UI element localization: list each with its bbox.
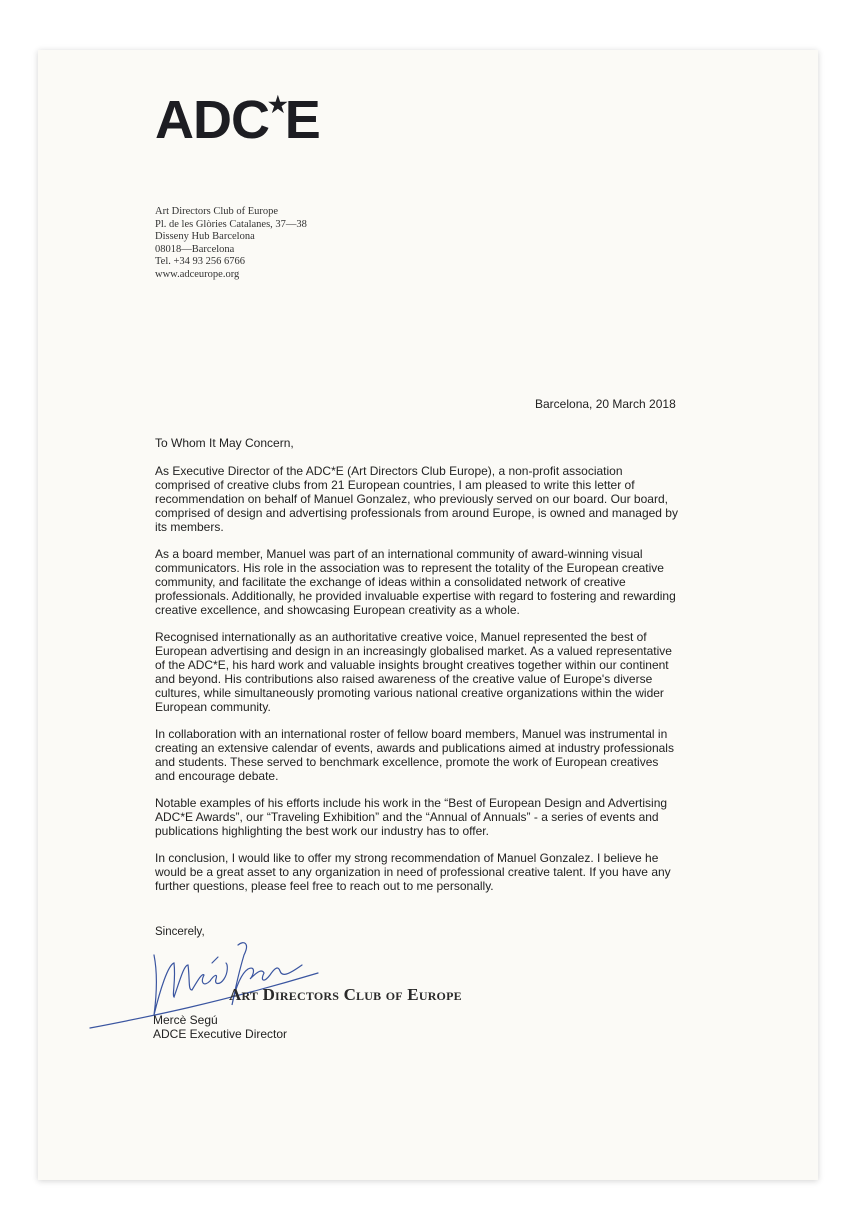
logo-text: ADC [155,90,269,150]
address-line: Disseny Hub Barcelona [155,231,255,243]
paragraph-line: European advertising and design in an increasingly globalised market. As a valued representative [155,644,672,658]
paragraph-line: and encourage debate. [155,769,279,783]
address-line: Pl. de les Glòries Catalanes, 37—38 [155,218,307,230]
paragraph-line: further questions, please feel free to reach out to me personally. [155,879,494,893]
paragraph-line: Notable examples of his efforts include his work in the “Best of European Design and Advertising [155,796,668,810]
closing: Sincerely, [155,926,205,938]
body-paragraph [155,464,755,534]
address-line: Tel. +34 93 256 6766 [155,256,246,268]
paragraph-line: ADC*E Awards”, our “Traveling Exhibition” and the “Annual of Annuals” - a series of events and [155,810,659,824]
paragraph-line: and beyond. His contributions also raised awareness of the creative value of Europe's diverse [155,672,653,686]
body-paragraph [155,851,755,893]
address-line: Art Directors Club of Europe [155,206,279,217]
signer-block [153,1013,287,1041]
paragraph-line: of the ADC*E, his hard work and valuable insights brought creatives together within our continent [155,658,669,672]
logo-text-end: E [284,90,320,150]
address-website: www.adceurope.org [155,268,240,280]
body-paragraph [155,796,755,838]
letter-body [155,436,755,906]
paragraph-line: community, and facilitate the exchange of ideas within a consolidated network of creative [155,575,626,589]
signer-name: Mercè Segú [153,1013,218,1027]
paragraph-line: creative excellence, and showcasing European creativity as a whole. [155,603,520,617]
signer-title: ADCE Executive Director [153,1027,288,1041]
paragraph-line: European community. [155,700,271,714]
body-paragraph [155,547,755,617]
paragraph-line: communicators. His role in the association was to represent the totality of the European creative [155,561,664,575]
adce-logo [155,90,320,150]
paragraph-line: In conclusion, I would like to offer my strong recommendation of Manuel Gonzalez. I believe he [155,851,659,865]
paragraph-line: and students. These served to benchmark excellence, promote the work of European creatives [155,755,659,769]
paragraph-line: Recognised internationally as an authoritative creative voice, Manuel represented the best of [155,630,647,644]
paragraph-line: cultures, while simultaneously promoting various national creative organizations within the wider [155,686,664,700]
club-stamp: Art Directors Club of Europe [229,985,462,1004]
paragraph-line: As Executive Director of the ADC*E (Art Directors Club Europe), a non-profit association [155,464,623,478]
letter-date: Barcelona, 20 March 2018 [535,397,676,411]
letterhead-address [155,206,307,282]
paragraph-line: professionals. Additionally, he provided invaluable expertise with regard to fostering and rewarding [155,589,676,603]
address-line: 08018—Barcelona [155,243,235,255]
paragraph-line: As a board member, Manuel was part of an international community of award-winning visual [155,547,643,561]
paragraph-line: comprised of design and advertising professionals from around Europe, is owned and managed by [155,506,678,520]
paragraph-line: publications highlighting the best work our industry has to offer. [155,824,489,838]
star-icon: ★ [268,92,287,117]
body-paragraph [155,630,755,714]
paragraph-line: would be a great asset to any organization in need of professional creative talent. If you have any [155,865,671,879]
paragraph-line: creating an extensive calendar of events, awards and publications aimed at industry professionals [155,741,674,755]
paragraph-line: comprised of creative clubs from 21 European countries, I am pleased to write this letter of [155,478,635,492]
paragraph-line: its members. [155,520,224,534]
body-paragraph [155,727,755,783]
salutation: To Whom It May Concern, [155,436,294,450]
paragraph-line: recommendation on behalf of Manuel Gonzalez, who previously served on our board. Our board, [155,492,668,506]
paragraph-line: In collaboration with an international roster of fellow board members, Manuel was instrumental in [155,727,668,741]
